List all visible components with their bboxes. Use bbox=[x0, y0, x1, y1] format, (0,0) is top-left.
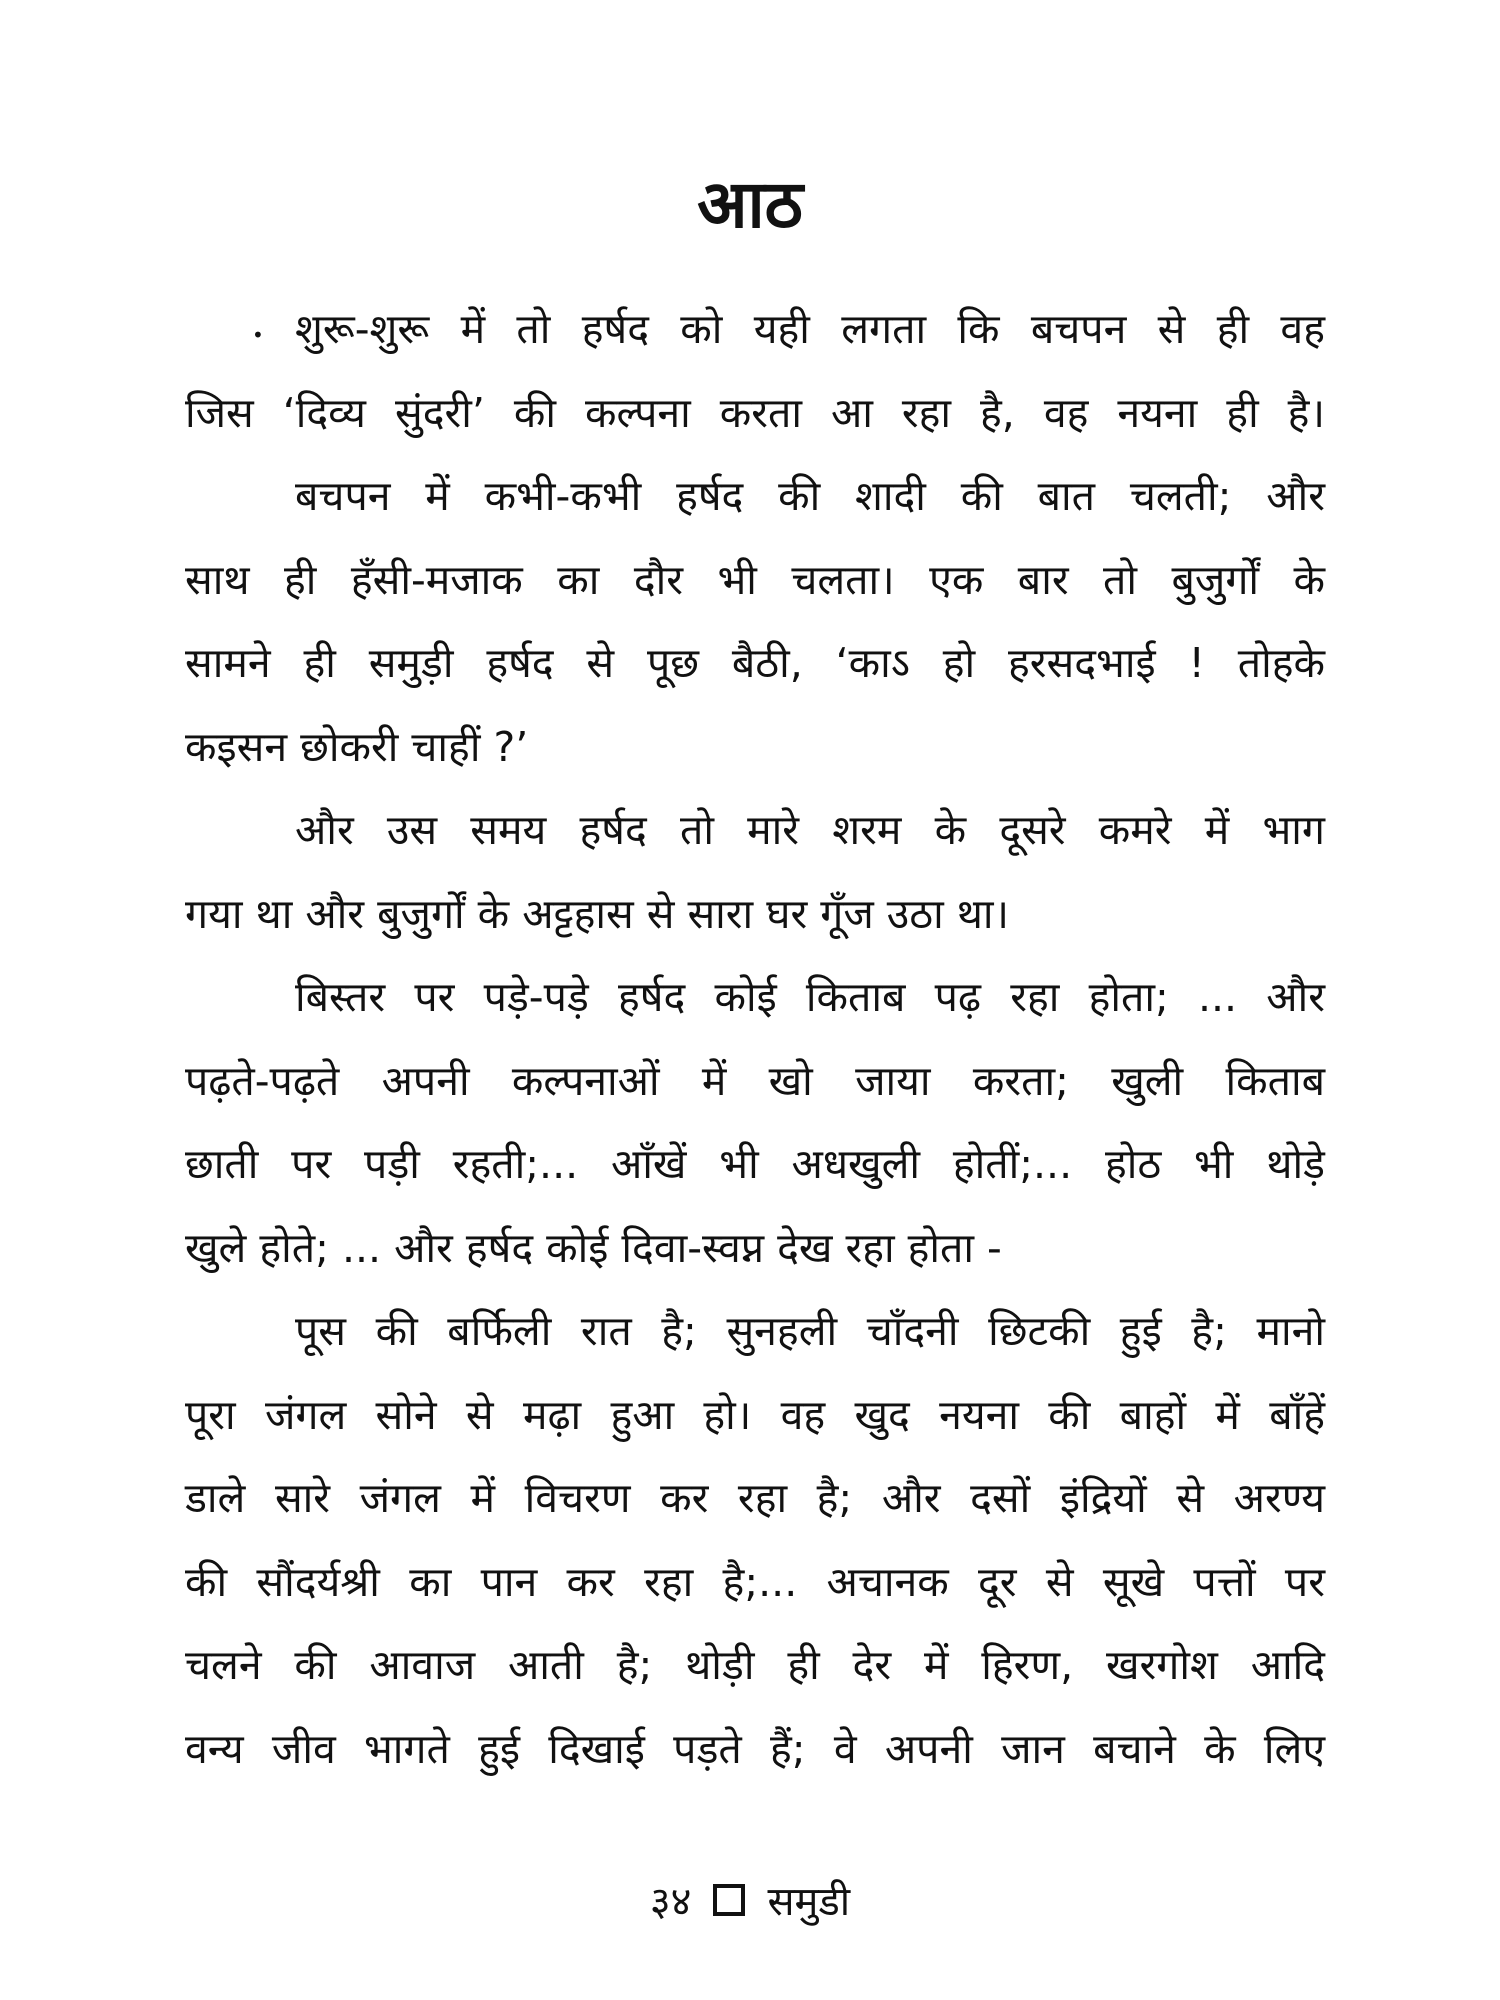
text-line: बिस्तर पर पड़े-पड़े हर्षद कोई किताब पढ़ रहा होता; ... और bbox=[295, 973, 1325, 1021]
chapter-title: आठ bbox=[697, 166, 803, 243]
stray-mark: • bbox=[252, 323, 264, 347]
text-line: और उस समय हर्षद तो मारे शरम के दूसरे कमरे में भाग bbox=[295, 806, 1325, 854]
text-line: सामने ही समुड़ी हर्षद से पूछ बैठी, ‘काऽ हो हरसदभाई ! तोहके bbox=[185, 639, 1325, 687]
text-line: वन्य जीव भागते हुई दिखाई पड़ते हैं; वे अपनी जान बचाने के लिए bbox=[185, 1724, 1325, 1773]
text-line: चलने की आवाज आती है; थोड़ी ही देर में हिरण, खरगोश आदि bbox=[185, 1641, 1325, 1689]
text-line: खुले होते; ... और हर्षद कोई दिवा-स्वप्न देख रहा होता - bbox=[185, 1223, 1002, 1272]
text-line: पूस की बर्फिली रात है; सुनहली चाँदनी छिटकी हुई है; मानो bbox=[295, 1307, 1325, 1355]
text-line: डाले सारे जंगल में विचरण कर रहा है; और दसों इंद्रियों से अरण्य bbox=[185, 1474, 1325, 1522]
square-bullet-icon bbox=[713, 1884, 745, 1916]
text-line: साथ ही हँसी-मजाक का दौर भी चलता। एक बार तो बुजुर्गों के bbox=[185, 555, 1325, 604]
page-footer bbox=[0, 1872, 1500, 1932]
page-number: ३४ bbox=[649, 1879, 692, 1925]
text-line: की सौंदर्यश्री का पान कर रहा है;... अचानक दूर से सूखे पत्तों पर bbox=[185, 1557, 1325, 1606]
text-line: छाती पर पड़ी रहती;... आँखें भी अधखुली होतीं;... होठ भी थोड़े bbox=[185, 1140, 1325, 1188]
text-line: गया था और बुजुर्गों के अट्टहास से सारा घर गूँज उठा था। bbox=[185, 889, 1010, 938]
text-line: शुरू-शुरू में तो हर्षद को यही लगता कि बचपन से ही वह bbox=[295, 305, 1325, 353]
text-line: पढ़ते-पढ़ते अपनी कल्पनाओं में खो जाया करता; खुली किताब bbox=[185, 1056, 1325, 1105]
body-text bbox=[185, 288, 1325, 1791]
text-line: बचपन में कभी-कभी हर्षद की शादी की बात चलती; और bbox=[295, 472, 1325, 520]
text-line: जिस ‘दिव्य सुंदरी’ की कल्पना करता आ रहा है, वह नयना ही है। bbox=[185, 388, 1325, 437]
text-line: पूरा जंगल सोने से मढ़ा हुआ हो। वह खुद नयना की बाहों में बाँहें bbox=[185, 1390, 1325, 1439]
book-title: समुडी bbox=[767, 1879, 851, 1925]
text-line: कइसन छोकरी चाहीं ?’ bbox=[185, 722, 529, 771]
